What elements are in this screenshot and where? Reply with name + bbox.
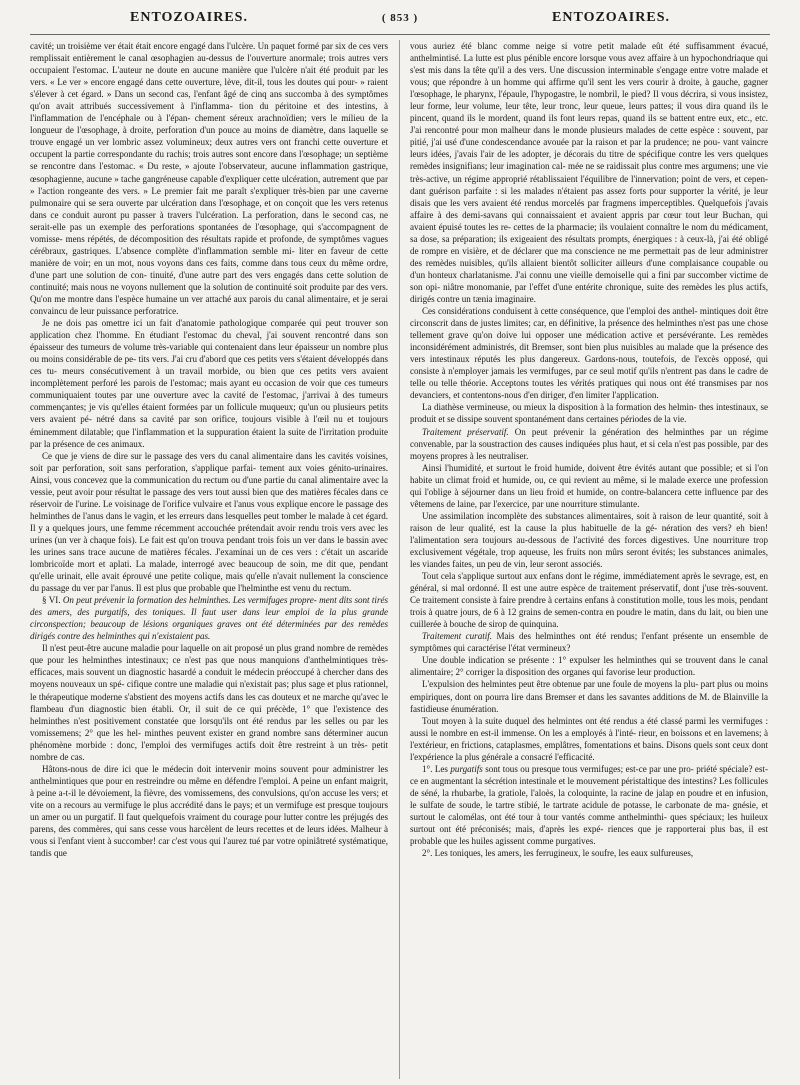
section-heading [30,594,388,642]
paragraph: cavité; un troisième ver était était encore engagé dans l'ulcère. Un paquet formé par six de ces vers remplissait entièrement le canal œsophagien au-dessus de l'ouverture anormale; trois autres vers occupaient l'estomac. L'auteur ne doute en aucune manière que l'ulcère n'ait été produit par les vers. « Le ver » encore engagé dans cette ouverture, lève, dit-il, tous les doutes qui pour- » raient s'élever à cet égard. » Dans un second cas, l'enfant âgé de cinq ans succomba à des symptômes qu'on avait attribués successivement à l'inflamma- tion du péritoine et des intestins, à l'inflammation de l'encéphale ou à l'épan- chement séreux arachnoïdien; vers le milieu de la longueur de l'œsophage, à droite, perforation d'un pouce au moins de diamètre, dans laquelle se trouve engagé un ver lombric assez volumineux; deux autres vers ont franchi cette ouverture et occupent la partie correspondante du rachis; trois autres sont encore dans l'œsophage; un septième se rencontre dans l'estomac. « Du reste, » ajoute l'observateur, aucune inflammation gastrique, œsophagienne, aucune » tache gangréneuse capable d'expliquer cette ulcération, autrement que par » l'action rongeante des vers. » Le premier fait me paraît s'expliquer très-bien par une caverne pulmonaire qui se sera ouverte par ulcération dans l'œsophage, et on conçoit que les vers retenus dans ce conduit auront pu passer à travers l'ulcération. La perforation, dans le second cas, ne serait-elle pas un exemple des perforations spontanées de l'œsophage, qui s'accompagnent de vomisse- mens répétés, de décomposition des résultats rapide et profonde, de symptômes vagues cérébraux, gastriques. L'absence complète d'inflammation semble mi- liter en faveur de cette manière de voir; en un mot, nous voyons dans ces faits, comme dans tous ceux du même ordre, d'une part une solution de con- tinuité, d'une autre part des vers engagés dans cette solution de continuité; mais nous ne voyons nullement que la solution de continuité soit produite par des vers. Qu'on me montre dans l'espèce humaine un ver attaché aux parois du canal alimentaire, et je serai convaincu de leur puissance perforatrice. [30,41,388,317]
paragraph: Ces considérations conduisent à cette conséquence, que l'emploi des anthel- mintiques doit être circonscrit dans de justes limites; car, en définitive, la présence des helminthes n'est pas une chose tellement grave qu'on doive lui opposer une médication active et persévérante. Les remèdes inconsidérément administrés, dit Bremser, sont bien plus nuisibles au malade que la présence des vers intestinaux réputés les plus dangereux. Gardons-nous, toutefois, de l'excès opposé, qui consiste à n'employer jamais les vermifuges, par ce seul motif qu'ils n'entrent pas dans le cadre de telle ou telle théorie. Acceptons toutes les vérités pratiques qui nous ont été transmises par nos devanciers, et contentons-nous d'en diriger, d'en limiter l'application. [410,306,768,401]
paragraph: 2°. Les toniques, les amers, les ferrugineux, le soufre, les eaux sulfureuses, [422,848,694,859]
header-left-title: ENTOZOAIRES. [130,10,248,25]
paragraph: Hâtons-nous de dire ici que le médecin doit intervenir moins souvent pour administrer les anthelmintiques que pour en restreindre ou même en défendre l'emploi. A peine un enfant maigrit, à peine a-t-il le dévoiement, la fièvre, des vomissemens, des convulsions, qu'on accuse les vers; et vite on a recours au vermifuge le plus accrédité dans le pays; et un vermifuge est presque toujours un amer ou un purgatif. Il faut quelquefois vraiment du courage pour lutter contre les préjugés des parens, des commères, qui sans cesse vous harcèlent de leurs recettes et de leurs idées. Malheur à vous si l'enfant vient à succomber! car c'est vous qui l'aurez tué par votre opiniâtreté systématique, tandis que [30,763,388,859]
running-header [30,10,770,30]
left-column [30,40,388,1080]
section-summary: On peut prévenir la formation des helminthes. Les vermifuges propre- ment dits sont tirés des amers, des purgatifs, des toniques. Il faut user dans leur emploi de la plus grande circonspection; beaucoup de lésions organiques graves ont été déterminées par des remèdes dirigés contre des helminthes qui n'existaient pas. [30,595,388,642]
paragraph: Une double indication se présente : 1° expulser les helminthes qui se trouvent dans le canal alimentaire; 2° corriger la disposition des organes qui favorise leur production. [410,655,768,678]
paragraph [410,630,768,654]
paragraph: vous auriez été blanc comme neige si votre petit malade eût été suffisamment évacué, anthelmintisé. La lutte est plus pénible encore lorsque vous avez affaire à un hypochondriaque qui s'est mis dans la tête qu'il a des vers. Une discussion interminable s'engage entre votre malade et vous; que répondre à un homme qui affirme qu'il sent les vers courir à droite, à gauche, gagner l'œsophage, le pharynx, l'épaule, l'hypogastre, le nombril, le pied? Il vous décrira, si vous insistez, leur forme, leur volume, leur tête, leur tronc, leur queue, leurs pattes; il vous dira quand ils le pincent, quand ils le mordent, quand ils font leurs repas, quand ils se battent entre eux, etc., etc. J'ai rencontré pour mon malheur dans le monde plusieurs malades de cette espèce : souvent, par pitié, j'ai usé d'une condescendance avouée par la raison et par la prudence; ne pou- vant vaincre leurs idées, j'avais l'air de les adopter, je décorais du titre de spécifique contre les vers quelques remèdes insignifians; leur imagination cal- mée ne se raidissait plus contre mes argumens; une vie très-active, un régime approprié rétablissaient l'équilibre de l'innervation; point de vers, et cepen- dant guérison parfaite : si les malades n'étaient pas assez forts pour supporter la vérité, je leur disais que les vers avaient été rendus morcelés par fragmens imperceptibles. Quelquefois j'avais affaire à des demi-savans qui connaissaient et avaient appris par cœur tout leur Buchan, qui avaient épuisé toutes les re- cettes de la pharmacie; ils voulaient connaître le nom du médicament, sa dose, sa préparation; ils exigeaient des résultats prompts, énergiques : à ceux-là, j'ai été obligé de rompre en visière, et de déclarer que ma conscience ne me permettait pas de leur administrer des remèdes nuisibles, qu'ils allaient bientôt solliciter ailleurs d'une complaisance coupable ou d'un honteux charlatanisme. J'ai connu une vieille demoiselle qui a fini par succomber victime de son opi- niâtre monomanie, par l'effet d'une entérite chronique, suite des remèdes les plus actifs, dirigés contre un tænia imaginaire. [410,41,768,304]
paragraph [410,763,768,847]
paragraph: Je ne dois pas omettre ici un fait d'anatomie pathologique comparée qui peut trouver son application chez l'homme. En étudiant l'estomac du cheval, j'ai souvent rencontré dans son épaisseur des tumeurs de volume très-variable qui contenaient dans leur épaisseur un nombre plus ou moins considérable de pe- tits vers. J'ai cru d'abord que ces petits vers s'étaient développés dans ces tu- meurs consécutivement à un travail morbide, ou bien que ces petits vers avaient incomplètement perforé les parois de l'estomac; mais ayant eu occasion de voir que ces tumeurs communiquaient toutes par une ouverture avec la cavité de l'estomac, j'arrivai à des tumeurs commençantes; je vis qu'elles étaient formées par un follicule muqueux; qu'un ou plusieurs petits vers avaient pé- nétré dans sa cavité par son orifice, toujours visible à l'œil nu et toujours éminemment dilatable; que l'inflammation et la suppuration étaient la suite de l'irritation produite par la présence de ces animaux. [30,318,388,449]
header-right-title: ENTOZOAIRES. [552,10,670,25]
page-number: ( 853 ) [381,12,419,24]
paragraph-text: On peut prévenir la génération des helminthes par un régime convenable, par la soustraction des causes indiquées plus haut, et si cela n'est pas possible, par des moyens propres à les neutraliser. [410,426,768,461]
paragraph-text: sont tous ou presque tous vermifuges; est-ce par une pro- priété spéciale? est-ce en augmentant la sécrétion intestinale et le mouvement péristaltique des intestins? Les follicules de séné, la rhubarbe, la gratiole, l'aloès, la coloquinte, la racine de jalap en poudre et en infusion, le sulfate de soude, le tartre stibié, le tartrate acidule de potasse, le carbonate de ma- gnésie, et surtout le calomélas, ont été tour à tour vantés comme anthelminthi- ques spéciaux; les huileux surtout ont été préconisés; mais, d'après les expé- riences que je rapporterai plus bas, il est probable que les huiles agissent comme purgatives. [410,763,768,847]
list-number: 1°. Les [422,763,448,774]
paragraph: Une assimilation incomplète des substances alimentaires, soit à raison de leur quantité, soit à raison de leur qualité, est la cause la plus habituelle de la gé- nération des vers? eh bien! l'alimentation sera toujours au-dessous de l'activité des forces digestives. Une nourriture trop exclusivement végétale, trop aqueuse, les fruits non mûrs seront évités; les substances animales, les viandes faites, un peu de vin, leur seront associés. [410,510,768,570]
paragraph: Ce que je viens de dire sur le passage des vers du canal alimentaire dans les cavités voisines, soit par perforation, soit sans perforation, s'applique parfai- tement aux voies génito-urinaires. Ainsi, vous concevez que la communication du rectum ou d'une partie du canal alimentaire avec la vessie, peut avoir pour résultat le passage des vers tout aussi bien que des matières fécales dans ce réservoir de l'urine. Le voisinage de l'orifice vulvaire et l'anus vous explique encore le passage des helminthes de l'anus dans le vagin, et les erreurs dans lesquelles peut tomber le malade à cet égard. Il y a quelques jours, une femme récemment accouchée prétendait avoir rendu trois vers avec les urines (un ver à chaque fois). Le fait est qu'on trouva pendant trois fois un ver dans le bassin avec les urines sans trace aucune de matières fécales. J'examinai un de ces vers : c'était un ascaride lombricoïde mort et aplati. La malade, interrogé avec beaucoup de soin, me dit que, pendant qu'elle urinait, elle avait éprouvé une petite colique, mais qu'elle n'avait nullement la conscience du passage du ver par l'anus. Il est plus que probable que l'helminthe est venu du rectum. [30,450,388,594]
subheading: Traitement préservatif. [422,426,509,437]
paragraph [410,426,768,462]
right-column [410,40,768,1080]
paragraph: Tout cela s'applique surtout aux enfans dont le régime, immédiatement après le sevrage, est, en général, si mal ordonné. Il est une autre espèce de traitement préservatif, dont j'use très-souvent. Ce traitement consiste à faire prendre à certains enfans à constitution molle, tous les mois, pendant trois à quatre jours, de 6 à 12 grains de semen-contra en poudre le matin, dans du lait, ou bien une cuillerée à bouche de sirop de quinquina. [410,571,768,630]
section-number: § VI. [42,595,61,606]
paragraph: Ainsi l'humidité, et surtout le froid humide, doivent être évités autant que possible; et si l'on habite un climat froid et humide, ou, ce qui revient au même, si le malade exerce une profession qui l'oblige à séjourner dans un lieu froid et humide, on contre-balancera cette influence par des vêtemens de laine, par l'exercice, par une nourriture stimulante. [410,462,768,509]
paragraph: L'expulsion des helmintes peut être obtenue par une foule de moyens la plu- part plus ou moins empiriques, dont on pourra lire dans Bremser et dans les savantes additions de M. de Blainville la fastidieuse énumération. [410,679,768,714]
column-divider [399,40,400,1079]
paragraph: La diathèse vermineuse, ou mieux la disposition à la formation des helmin- thes intestinaux, se produit et se dissipe souvent spontanément dans certaines périodes de la vie. [410,402,768,425]
paragraph: Tout moyen à la suite duquel des helmintes ont été rendus a été classé parmi les vermifuges : aussi le nombre en est-il immense. On les a employés à l'inté- rieur, en boissons et en lavemens; à l'extérieur, en frictions, cataplasmes, emplâtres, fomentations et bains. Disons quels sont ceux dont l'expérience la plus générale a consacré l'efficacité. [410,715,768,762]
paragraph: Il n'est peut-être aucune maladie pour laquelle on ait proposé un plus grand nombre de remèdes que pour les helminthes intestinaux; ce n'est pas que nous manquions d'anthelmintiques très-efficaces, mais souvent un diagnostic hasardé a conduit le médecin préoccupé à chercher dans des moyens nouveaux un spé- cifique contre une maladie qui n'existait pas; plus sage et plus rationnel, le thérapeutique moderne s'abstient des moyens actifs dans les cas douteux et ne marche qu'avec le flambeau d'un diagnostic bien établi. Or, il suit de ce qui précède, 1° que l'existence des helminthes n'est positivement constatée que lorsqu'ils ont été rendus par les selles ou par les vomissemens; 2° que les hel- minthes peuvent exister en grand nombre sans déterminer aucun phénomène morbide : donc, l'emploi des vermifuges actifs doit être restreint à un très- petit nombre de cas. [30,643,388,762]
paragraph-text: Mais des helminthes ont été rendus; l'enfant présente un ensemble de symptômes qui caractérise l'état vermineux? [410,631,768,654]
subheading: Traitement curatif. [422,631,493,642]
emphasis: purgatifs [450,763,483,774]
header-rule [30,34,770,35]
